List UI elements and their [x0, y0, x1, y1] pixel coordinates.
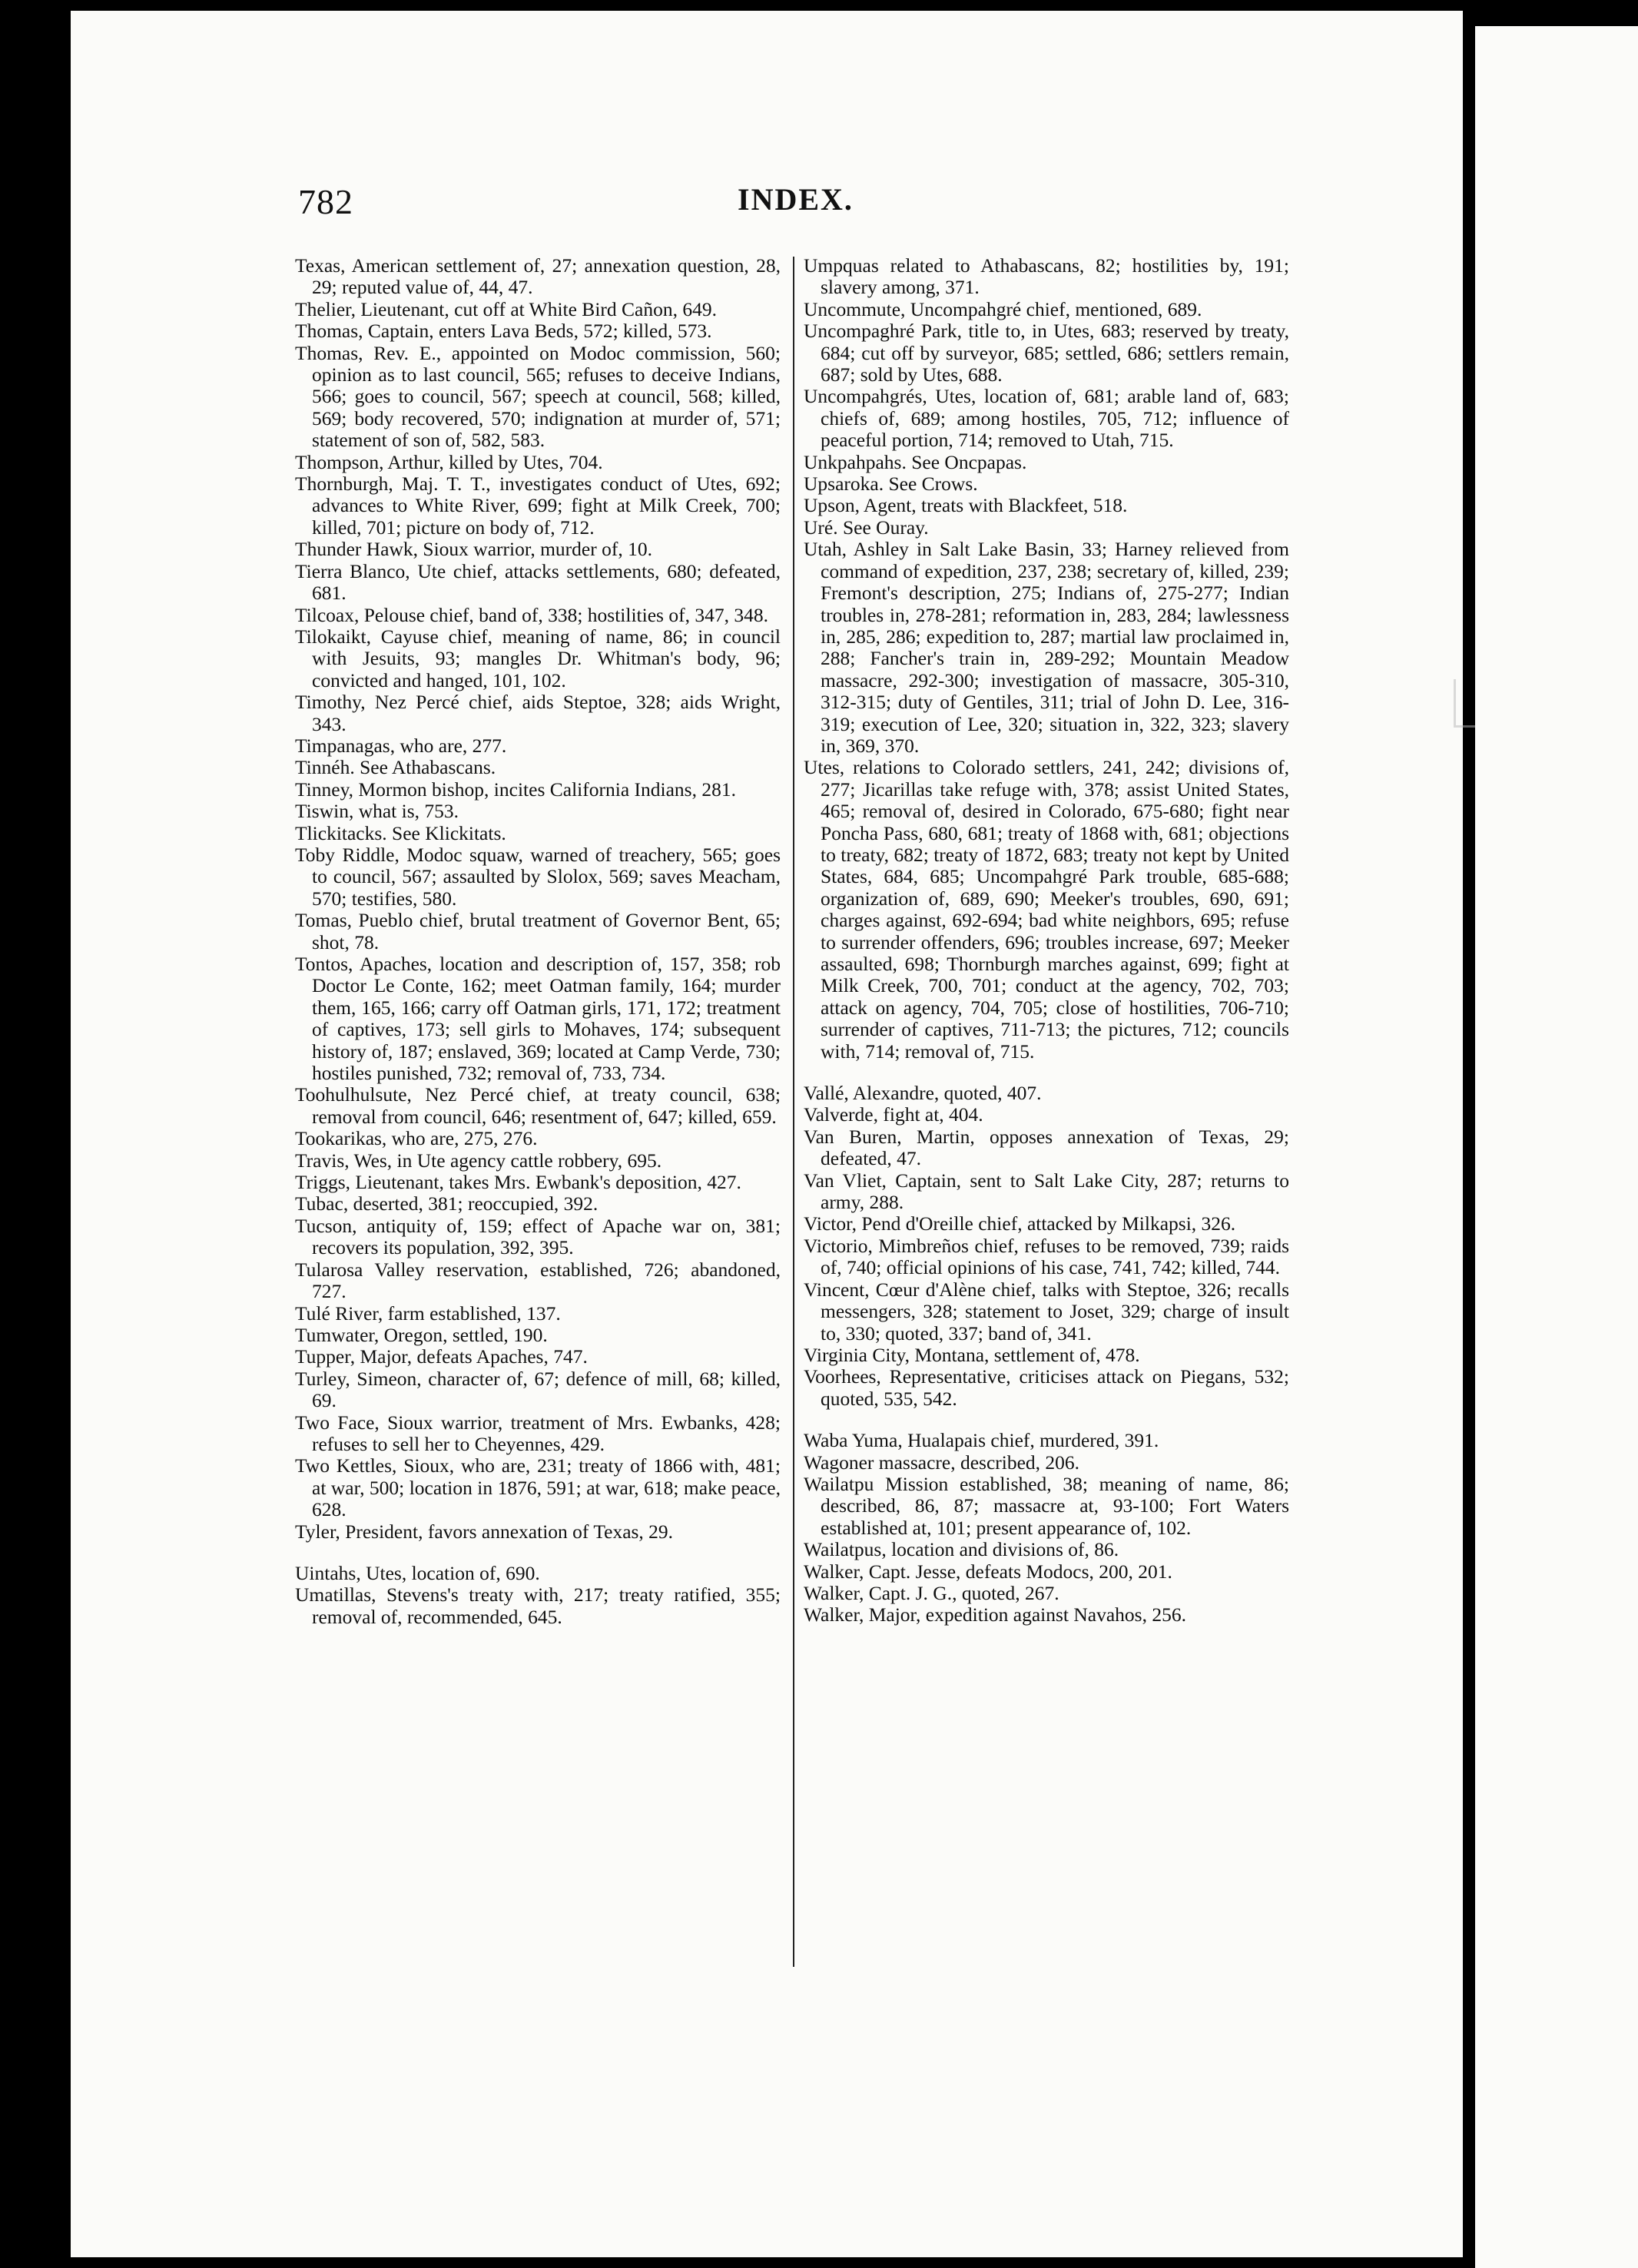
index-entry: Walker, Capt. J. G., quoted, 267. — [804, 1581, 1059, 1604]
index-entry: Thornburgh, Maj. T. T., investigates conduct of Utes, 692; advances to White River, 699; fight at Milk Creek, 700; killed, 701; picture on body of, 712. — [295, 472, 781, 539]
index-entry: Thelier, Lieutenant, cut off at White Bird Cañon, 649. — [295, 297, 717, 320]
index-entry: Van Vliet, Captain, sent to Salt Lake City, 287; returns to army, 288. — [804, 1169, 1289, 1214]
index-entry: Waba Yuma, Hualapais chief, murdered, 391. — [804, 1429, 1159, 1452]
index-entry: Turley, Simeon, character of, 67; defence of mill, 68; killed, 69. — [295, 1367, 781, 1412]
index-entry: Voorhees, Representative, criticises attack on Piegans, 532; quoted, 535, 542. — [804, 1365, 1289, 1410]
index-entry: Umpquas related to Athabascans, 82; hostilities by, 191; slavery among, 371. — [804, 255, 1289, 299]
index-entry: Uintahs, Utes, location of, 690. — [295, 1561, 540, 1584]
index-entry: Uré. See Ouray. — [804, 516, 929, 539]
index-entry: Upsaroka. See Crows. — [804, 472, 978, 496]
index-entry: Tyler, President, favors annexation of Texas, 29. — [295, 1520, 674, 1543]
index-entry: Toby Riddle, Modoc squaw, warned of treachery, 565; goes to council, 567; assaulted by Slolox, 569; saves Meacham, 570; testifies, 580. — [295, 843, 781, 910]
index-entry: Walker, Major, expedition against Navahos, 256. — [804, 1603, 1186, 1626]
index-entry: Upson, Agent, treats with Blackfeet, 518. — [804, 494, 1128, 517]
index-entry: Thomas, Rev. E., appointed on Modoc commission, 560; opinion as to last council, 565; refuses to deceive Indians, 566; goes to council, 567; speech at council, 568; killed, 569; body recovered, 570; indignation at murder of, 571; statement of son of, 582, 583. — [295, 341, 781, 452]
index-entry: Thompson, Arthur, killed by Utes, 704. — [295, 450, 603, 473]
index-entry: Tularosa Valley reservation, established, 726; abandoned, 727. — [295, 1258, 781, 1303]
index-entry: Wagoner massacre, described, 206. — [804, 1451, 1080, 1474]
index-entry: Tierra Blanco, Ute chief, attacks settlements, 680; defeated, 681. — [295, 559, 781, 605]
index-entry: Tlickitacks. See Klickitats. — [295, 821, 506, 844]
page-number: 782 — [298, 182, 353, 221]
index-entry: Victor, Pend d'Oreille chief, attacked by Milkapsi, 326. — [804, 1212, 1236, 1235]
index-entry: Tupper, Major, defeats Apaches, 747. — [295, 1345, 588, 1368]
index-entry: Two Kettles, Sioux, who are, 231; treaty of 1866 with, 481; at war, 500; location in 1876, 591; at war, 618; make peace, 628. — [295, 1454, 781, 1521]
index-entry: Uncompahgrés, Utes, location of, 681; arable land of, 683; chiefs of, 689; among hostiles, 705, 712; influence of peaceful portion, 714; removed to Utah, 715. — [804, 385, 1289, 452]
index-entry: Travis, Wes, in Ute agency cattle robbery, 695. — [295, 1149, 662, 1172]
index-entry: Walker, Capt. Jesse, defeats Modocs, 200, 201. — [804, 1560, 1172, 1583]
index-entry: Unkpahpahs. See Oncpapas. — [804, 450, 1027, 473]
index-entry: Timpanagas, who are, 277. — [295, 734, 507, 757]
index-entry: Triggs, Lieutenant, takes Mrs. Ewbank's deposition, 427. — [295, 1171, 741, 1194]
index-entry: Tubac, deserted, 381; reoccupied, 392. — [295, 1192, 598, 1215]
column-divider — [793, 257, 794, 1967]
index-entry: Van Buren, Martin, opposes annexation of Texas, 29; defeated, 47. — [804, 1125, 1289, 1170]
index-entry: Toohulhulsute, Nez Percé chief, at treaty council, 638; removal from council, 646; resentment of, 647; killed, 659. — [295, 1083, 781, 1128]
index-entry: Uncompaghré Park, title to, in Utes, 683; reserved by treaty, 684; cut off by surveyor, 685; settled, 686; settlers remain, 687; sold by Utes, 688. — [804, 320, 1289, 386]
index-entry: Thomas, Captain, enters Lava Beds, 572; killed, 573. — [295, 320, 712, 343]
index-entry: Tilcoax, Pelouse chief, band of, 338; hostilities of, 347, 348. — [295, 603, 768, 626]
index-entry: Wailatpus, location and divisions of, 86. — [804, 1538, 1119, 1561]
index-entry: Tomas, Pueblo chief, brutal treatment of Governor Bent, 65; shot, 78. — [295, 909, 781, 953]
index-entry: Virginia City, Montana, settlement of, 478. — [804, 1343, 1140, 1366]
index-entry: Tookarikas, who are, 275, 276. — [295, 1127, 538, 1150]
index-entry: Tumwater, Oregon, settled, 190. — [295, 1323, 548, 1346]
index-column-left — [295, 255, 781, 1968]
index-entry: Tinney, Mormon bishop, incites California Indians, 281. — [295, 778, 736, 801]
index-entry: Uncommute, Uncompahgré chief, mentioned, 689. — [804, 297, 1202, 320]
index-entry: Texas, American settlement of, 27; annexation question, 28, 29; reputed value of, 44, 47. — [295, 255, 781, 299]
index-entry: Wailatpu Mission established, 38; meaning of name, 86; described, 86, 87; massacre at, 93-100; Fort Waters established at, 101; present appearance of, 102. — [804, 1472, 1289, 1539]
index-entry: Tilokaikt, Cayuse chief, meaning of name, 86; in council with Jesuits, 93; mangles Dr. Whitman's body, 96; convicted and hanged, 101, 102. — [295, 625, 781, 691]
index-entry: Thunder Hawk, Sioux warrior, murder of, 10. — [295, 538, 652, 561]
index-entry: Umatillas, Stevens's treaty with, 217; treaty ratified, 355; removal of, recommended, 645. — [295, 1583, 781, 1628]
running-head: INDEX. — [738, 182, 854, 217]
index-column-right — [804, 255, 1289, 1968]
facing-page-edge — [1475, 26, 1638, 2268]
index-entry: Tinnéh. See Athabascans. — [295, 756, 496, 779]
index-entry: Utah, Ashley in Salt Lake Basin, 33; Harney relieved from command of expedition, 237, 238; secretary of, killed, 239; Fremont's description, 275; Indians of, 275-277; Indian troubles in, 278-281; reformation in, 283, 284; lawlessness in, 285, 286; expedition to, 287; martial law proclaimed in, 288; Fancher's train in, 289-292; Mountain Meadow massacre, 292-300; investigation of massacre, 305-310, 312-315; duty of Gentiles, 311; trial of John D. Lee, 316-319; execution of Lee, 320; situation in, 322, 323; slavery in, 369, 370. — [804, 538, 1289, 757]
index-entry: Valverde, fight at, 404. — [804, 1103, 983, 1126]
index-entry: Utes, relations to Colorado settlers, 241, 242; divisions of, 277; Jicarillas take refuge with, 378; assist United States, 465; removal of, desired in Colorado, 675-680; fight near Poncha Pass, 680, 681; treaty of 1868 with, 681; objections to treaty, 682; treaty of 1872, 683; treaty not kept by United States, 684, 685; Uncompahgré Park trouble, 685-688; organization of, 689, 690; Meeker's troubles, 690, 691; charges against, 692-694; bad white neighbors, 695; refuse to surrender offenders, 696; troubles increase, 697; Meeker assaulted, 698; Thornburgh marches against, 699; fight at Milk Creek, 700, 701; conduct at the agency, 702, 703; attack on agency, 704, 705; close of hostilities, 706-710; surrender of captives, 711-713; the pictures, 712; councils with, 714; removal of, 715. — [804, 756, 1289, 1063]
index-entry: Tontos, Apaches, location and description of, 157, 358; rob Doctor Le Conte, 162; meet Oatman family, 164; murder them, 165, 166; carry off Oatman girls, 171, 172; treatment of captives, 173; sell girls to Mohaves, 174; subsequent history of, 187; enslaved, 369; located at Camp Verde, 730; hostiles punished, 732; removal of, 733, 734. — [295, 953, 781, 1085]
index-entry: Tiswin, what is, 753. — [295, 800, 459, 823]
index-entry: Vallé, Alexandre, quoted, 407. — [804, 1082, 1042, 1105]
index-entry: Timothy, Nez Percé chief, aids Steptoe, 328; aids Wright, 343. — [295, 691, 781, 735]
index-entry: Tucson, antiquity of, 159; effect of Apache war on, 381; recovers its population, 392, 395. — [295, 1214, 781, 1259]
index-entry: Two Face, Sioux warrior, treatment of Mrs. Ewbanks, 428; refuses to sell her to Cheyennes, 429. — [295, 1411, 781, 1455]
index-entry: Tulé River, farm established, 137. — [295, 1301, 561, 1325]
index-entry: Vincent, Cœur d'Alène chief, talks with Steptoe, 326; recalls messengers, 328; statement to Joset, 329; charge of insult to, 330; quoted, 337; band of, 341. — [804, 1278, 1289, 1345]
index-entry: Victorio, Mimbreños chief, refuses to be removed, 739; raids of, 740; official opinions of his case, 741, 742; killed, 744. — [804, 1234, 1289, 1279]
